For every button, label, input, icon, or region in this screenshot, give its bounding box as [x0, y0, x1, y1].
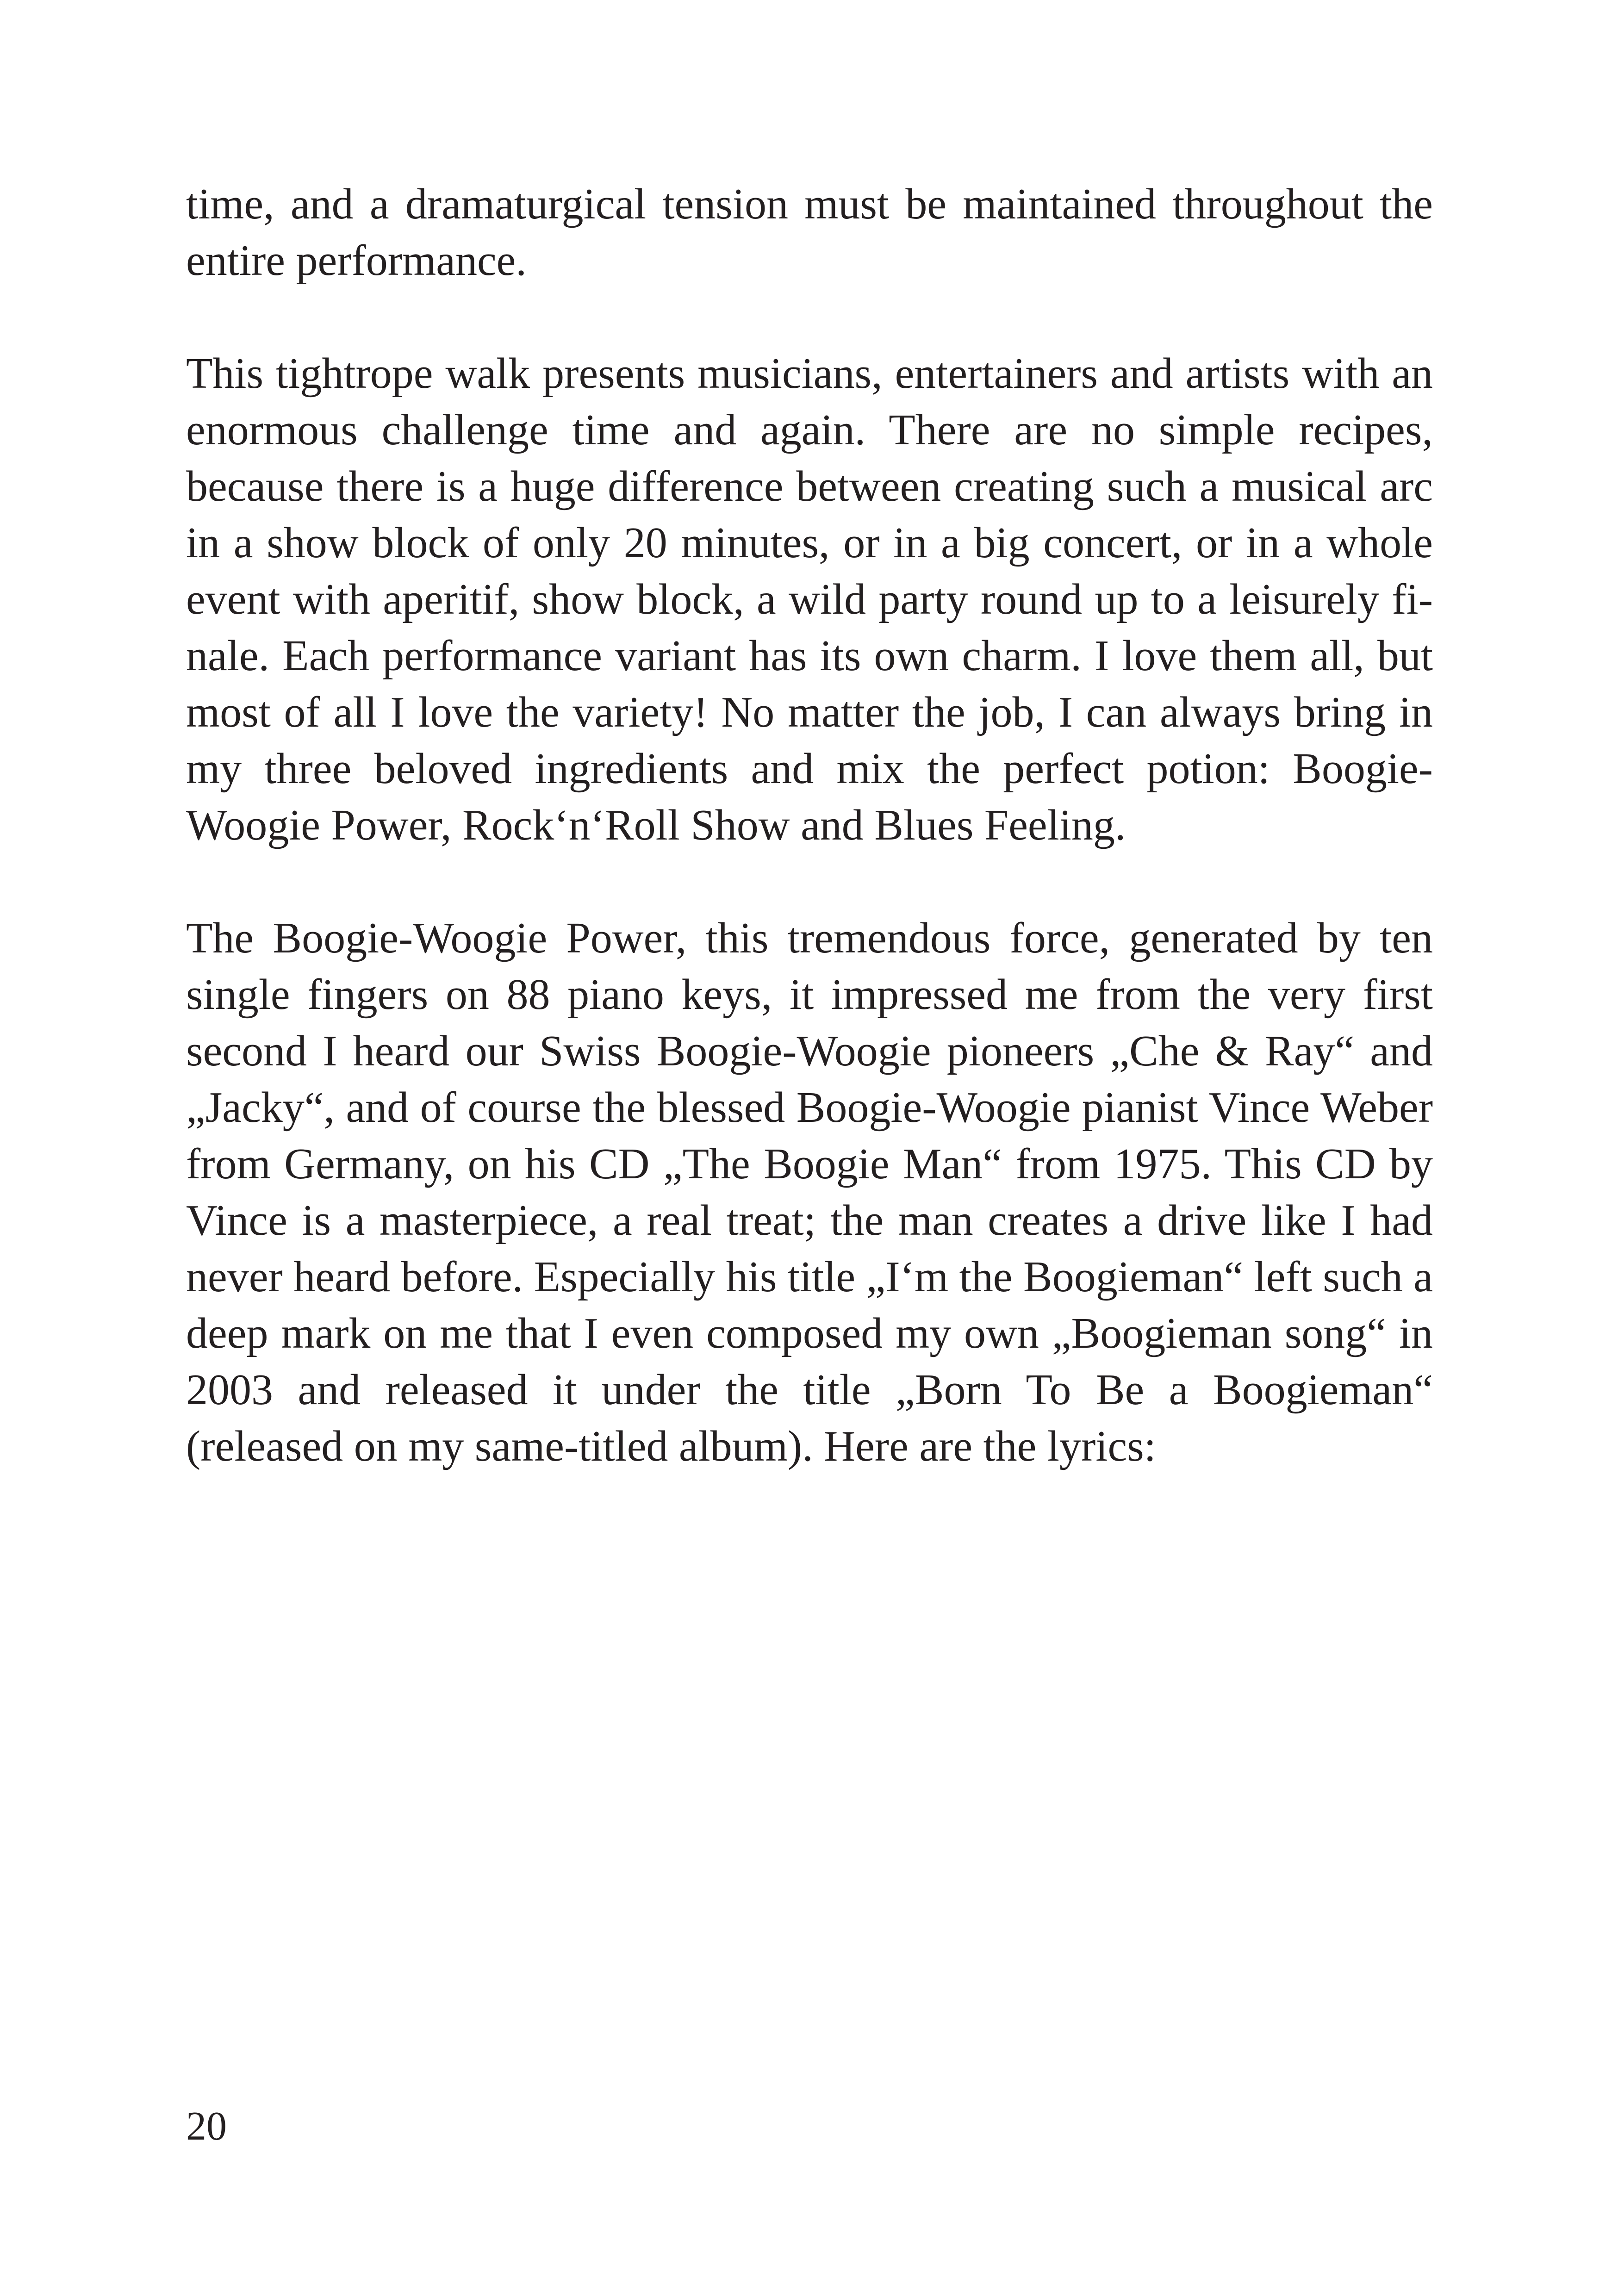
paragraph-3: The Boogie-Woogie Power, this tremendous force, generated by ten single fingers on 88 piano keys, it impressed me from the very first second I heard our Swiss Boogie-Woogie pioneers „Che & Ray“ and „Jacky“, and of course the blessed Boogie-Woogie pianist Vince Weber from Germany, on his CD „The Boogie Man“ from 1975. This CD by Vince is a masterpiece, a real treat; the man creates a drive like I had never heard before. Especially his title „I‘m the Boogieman“ left such a deep mark on me that I even composed my own „Boogieman song“ in 2003 and released it under the title „Born To Be a Boogieman“ (released on my same-titled album). Here are the lyrics: [186, 914, 1433, 1470]
page-body [186, 176, 1433, 1475]
page-number: 20 [186, 2104, 227, 2149]
paragraph-1: time, and a dramaturgical tension must be maintained throughout the entire performance. [186, 180, 1433, 285]
paragraph-2: This tightrope walk presents musicians, entertainers and artists with an enormous challenge time and again. There are no simple recipes, because there is a huge difference between creating such a musical arc in a show block of only 20 minutes, or in a big concert, or in a whole event with aperitif, show block, a wild party round up to a leisurely finale. Each performance variant has its own charm. I love them all, but most of all I love the variety! No matter the job, I can always bring in my three beloved ingredients and mix the perfect potion: Boogie-Woogie Power, Rock‘n‘Roll Show and Blues Feeling. [186, 349, 1433, 849]
